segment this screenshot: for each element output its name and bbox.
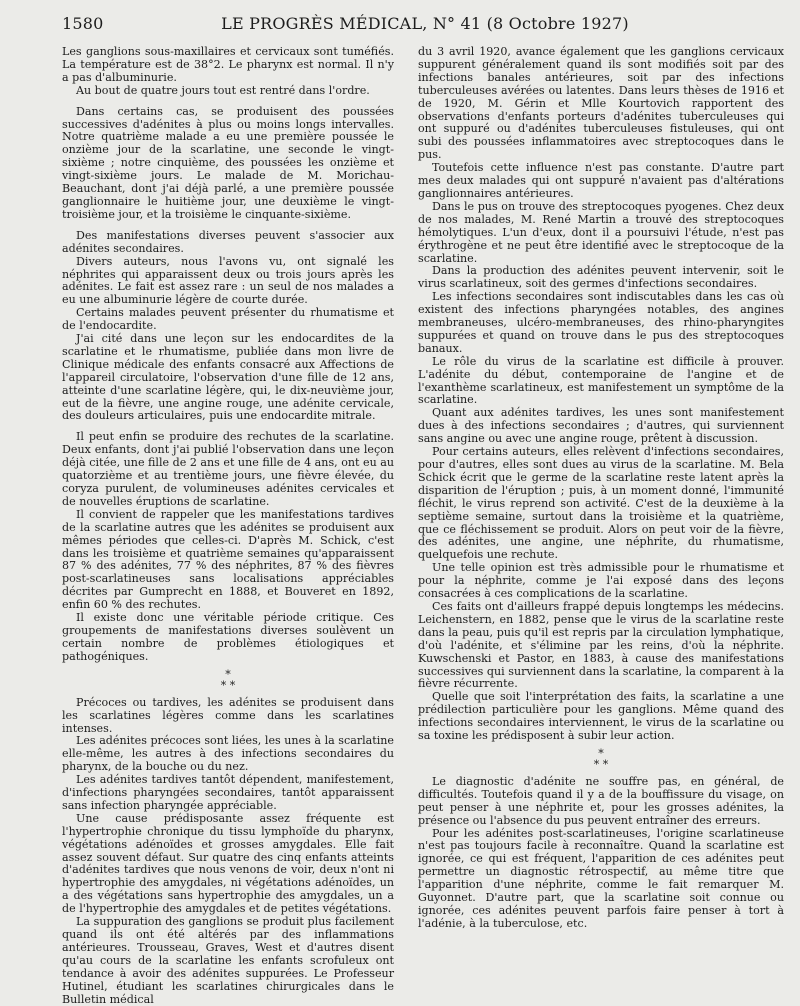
paragraph: Certains malades peuvent présenter du rhumatisme et de l'endocardite. bbox=[62, 306, 394, 333]
paragraph: Les ganglions sous-maxillaires et cervicaux sont tuméfiés. La température est de 38°2. Le pharynx est normal. Il n'y a pas d'albuminurie. bbox=[62, 45, 394, 84]
paragraph: Dans le pus on trouve des streptocoques pyogenes. Chez deux de nos malades, M. René Martin a trouvé des streptocoques hémolytiques. L'un d'eux, dont il a poursuivi l'étude, n'est pas érythrogène et ne peut être identifié avec le streptocoque de la scarlatine. bbox=[418, 199, 784, 265]
paragraph: Quant aux adénites tardives, les unes sont manifestement dues à des infections secondaires ; d'autres, qui surviennent sans angine ou avec une angine rouge, prêtent à discussion. bbox=[418, 406, 784, 446]
paragraph: Il peut enfin se produire des rechutes de la scarlatine. Deux enfants, dont j'ai publié l'observation dans une leçon déjà citée, une fille de 2 ans et une fille de 4 ans, ont eu au quatorzième et au trentième jours, une fièvre élevée, du coryza purulent, de volumineuses adénites cervicales et de nouvelles éruptions de scarlatine. bbox=[62, 430, 394, 508]
asterism: * * * bbox=[593, 746, 609, 771]
paragraph: Quelle que soit l'interprétation des faits, la scarlatine a une prédilection particulière pour les ganglions. Même quand des infections secondaires interviennent, le virus de la scarlatine ou sa toxine les prédisposent à subir leur action. bbox=[418, 690, 784, 743]
paragraph: Une telle opinion est très admissible pour le rhumatisme et pour la néphrite, comme je l'ai exposé dans des leçons consacrées à ces complications de la scarlatine. bbox=[418, 561, 784, 601]
paragraph: Une cause prédisposante assez fréquente est l'hypertrophie chronique du tissu lymphoïde du pharynx, végétations adénoïdes et grosses amygdales. Elle fait assez souvent défaut. Sur quatre des cinq enfants atteints d'adénites tardives que nous venons de voir, deux n'ont ni hypertrophie des amygdales, ni végétations adénoïdes, un a des végétations sans hypertrophie des amygdales, un a de l'hypertrophie des amygdales et de petites végétations. bbox=[62, 811, 394, 916]
paragraph: Précoces ou tardives, les adénites se produisent dans les scarlatines légères comme dans les scarlatines intenses. bbox=[62, 695, 394, 735]
section-separator bbox=[418, 748, 784, 770]
paragraph: Il existe donc une véritable période critique. Ces groupements de manifestations diverses soulèvent un certain nombre de problèmes étiologiques et pathogéniques. bbox=[62, 611, 394, 663]
page-header bbox=[62, 14, 788, 36]
paragraph: Divers auteurs, nous l'avons vu, ont signalé les néphrites qui apparaissent deux ou trois jours après les adénites. Le fait est assez rare : un seul de nos malades a eu une albuminurie légère de courte durée. bbox=[62, 254, 394, 307]
paragraph: Ces faits ont d'ailleurs frappé depuis longtemps les médecins. Leichenstern, en 1882, pense que le virus de la scarlatine reste dans la peau, puis qu'il est repris par la circulation lymphatique, d'où l'adénite, et s'élimine par les reins, d'où la néphrite. Kuwschenski et Pastor, en 1883, à cause des manifestations successives qui surviennent dans la scarlatine, la comparent à la fièvre récurrente. bbox=[418, 599, 784, 691]
paragraph: Il convient de rappeler que les manifestations tardives de la scarlatine autres que les adénites se produisent aux mêmes périodes que celles-ci. D'après M. Schick, c'est dans les troisième et quatrième semaines qu'apparaissent 87 % des adénites, 77 % des néphrites, 87 % des fièvres post-scarlatineuses sans localisations appréciables décrites par Gumprecht en 1888, et Bouveret en 1892, enfin 60 % des rechutes. bbox=[62, 507, 394, 612]
paragraph: Les adénites tardives tantôt dépendent, manifestement, d'infections pharyngées secondaires, tantôt apparaissent sans infection pharyngée appréciable. bbox=[62, 773, 394, 812]
paragraph: Au bout de quatre jours tout est rentré dans l'ordre. bbox=[76, 83, 370, 97]
paragraph: Toutefois cette influence n'est pas constante. D'autre part mes deux malades qui ont suppuré n'avaient pas d'altérations ganglionnaires antérieures. bbox=[418, 161, 784, 200]
left-column bbox=[62, 45, 394, 1006]
paragraph: Des manifestations diverses peuvent s'associer aux adénites secondaires. bbox=[62, 228, 394, 255]
paragraph: La suppuration des ganglions se produit plus facilement quand ils ont été altérés par des inflammations antérieures. Trousseau, Graves, West et d'autres disent qu'au cours de la scarlatine les enfants scrofuleux ont tendance à avoir des adénites suppurées. Le Professeur Hutinel, étudiant les scarlatines chirurgicales dans le Bulletin médical bbox=[62, 915, 394, 1006]
paragraph: Les adénites précoces sont liées, les unes à la scarlatine elle-même, les autres à des infections secondaires du pharynx, de la bouche ou du nez. bbox=[62, 734, 394, 774]
journal-title: LE PROGRÈS MÉDICAL, N° 41 (8 Octobre 1927) bbox=[221, 14, 629, 33]
paragraph: Le rôle du virus de la scarlatine est difficile à prouver. L'adénite du début, contemporaine de l'angine et de l'exanthème scarlatineux, est manifestement un symptôme de la scarlatine. bbox=[418, 354, 784, 407]
paragraph: Pour les adénites post-scarlatineuses, l'origine scarlatineuse n'est pas toujours facile à reconnaître. Quand la scarlatine est ignorée, ce qui est fréquent, l'apparition de ces adénites peut permettre un diagnostic rétrospectif, au même titre que l'apparition d'une néphrite, comme le fait remarquer M. Guyonnet. D'autre part, que la scarlatine soit connue ou ignorée, ces adénites peuvent parfois faire penser à tort à l'adénie, à la tuberculose, etc. bbox=[418, 826, 784, 930]
paragraph: Le diagnostic d'adénite ne souffre pas, en général, de difficultés. Toutefois quand il y a de la bouffissure du visage, on peut penser à une néphrite et, pour les grosses adénites, la présence ou l'absence du pus peuvent entraîner des erreurs. bbox=[418, 774, 784, 827]
page-number: 1580 bbox=[62, 14, 104, 33]
paragraph: Dans la production des adénites peuvent intervenir, soit le virus scarlatineux, soit des germes d'infections secondaires. bbox=[418, 264, 784, 291]
paragraph: J'ai cité dans une leçon sur les endocardites de la scarlatine et le rhumatisme, publiée dans mon livre de Clinique médicale des enfants consacré aux Affections de l'appareil circulatoire, l'observation d'une fille de 12 ans, atteinte d'une scarlatine légère, qui, le dix-neuvième jour, eut de la fièvre, une angine rouge, une adénite cervicale, des douleurs articulaires, puis une endocardite mitrale. bbox=[62, 332, 394, 423]
paragraph: Les infections secondaires sont indiscutables dans les cas où existent des infections pharyngées notables, des angines membraneuses, ulcéro-membraneuses, des rhino-pharyngites suppurées et quand on trouve dans le pus des streptocoques banaux. bbox=[418, 290, 784, 355]
paragraph: Pour certains auteurs, elles relèvent d'infections secondaires, pour d'autres, elles sont dues au virus de la scarlatine. M. Bela Schick écrit que le germe de la scarlatine reste latent après la disparition de l'éruption ; puis, à un moment donné, l'immunité fléchit, le virus reprend son activité. C'est de la deuxième à la septième semaine, surtout dans la troisième et la quatrième, que ce fléchissement se produit. Alors on peut voir de la fièvre, des adénites, une angine, une néphrite, du rhumatisme, quelquefois une rechute. bbox=[418, 445, 784, 562]
section-separator bbox=[62, 669, 394, 691]
right-column bbox=[418, 46, 784, 942]
paragraph: du 3 avril 1920, avance également que les ganglions cervicaux suppurent généralement quand ils sont modifiés soit par des infections banales antérieures, soit par des infections tuberculeuses avérées ou latentes. Dans leurs thèses de 1916 et de 1920, M. Gérin et Mlle Kourtovich rapportent des observations d'enfants porteurs d'adénites tuberculeuses qui ont suppuré ou d'adénites tuberculeuses fistuleuses, qui ont subi des poussées inflammatoires avec streptocoques dans le pus. bbox=[418, 45, 784, 162]
asterism: * * * bbox=[220, 667, 236, 692]
paragraph: Dans certains cas, se produisent des poussées successives d'adénites à plus ou moins longs intervalles. Notre quatrième malade a eu une première poussée le onzième jour de la scarlatine, une seconde le vingt-sixième ; notre cinquième, des poussées les onzième et vingt-sixième jours. Le malade de M. Morichau-Beauchant, dont j'ai déjà parlé, a une première poussée ganglionnaire le huitième jour, une deuxième le vingt-troisième jour, et la troisième le cinquante-sixième. bbox=[62, 104, 394, 221]
